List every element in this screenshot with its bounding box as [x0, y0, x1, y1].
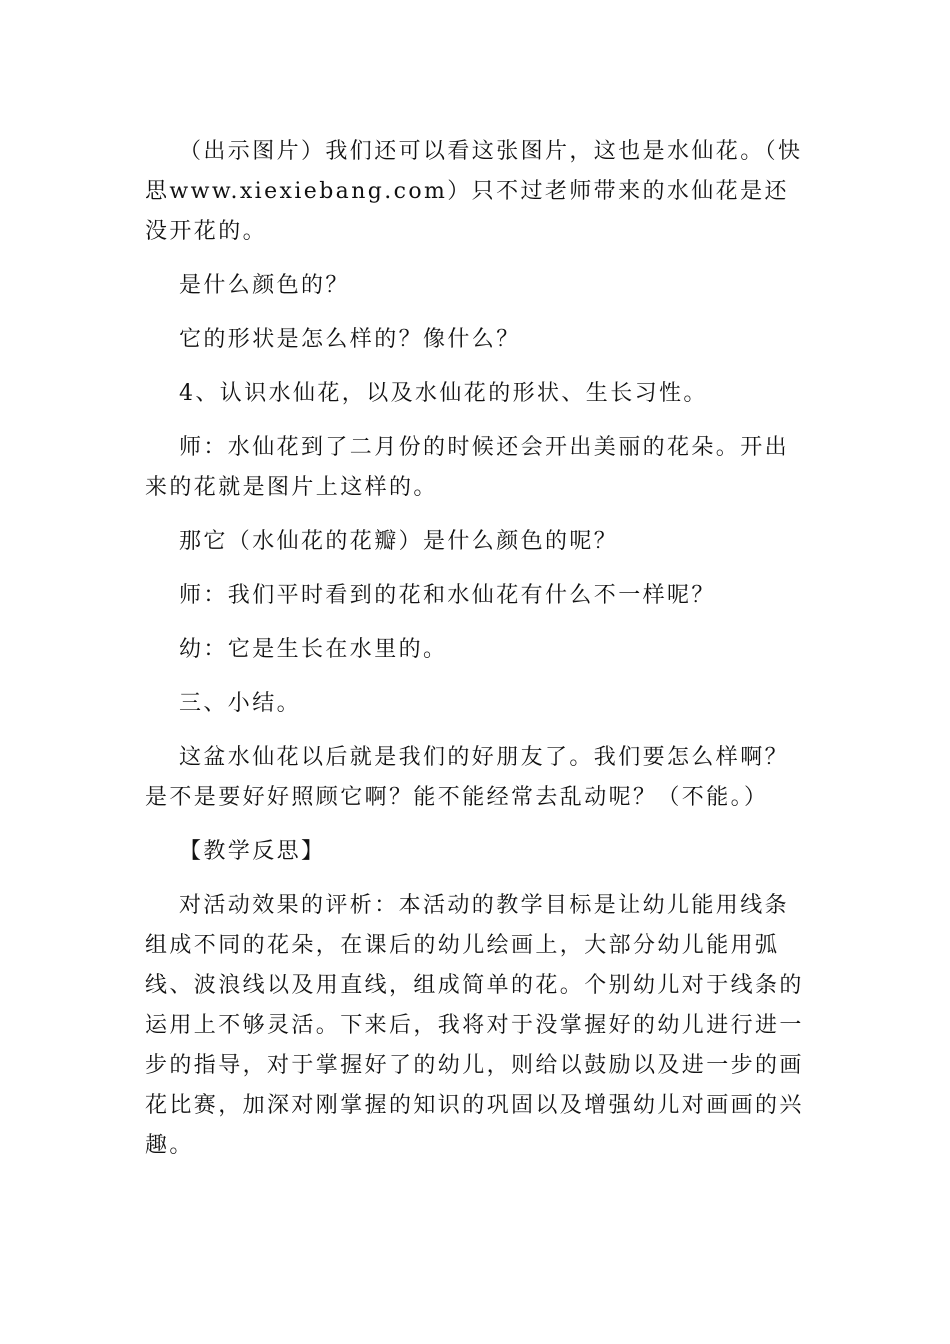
document-body [145, 132, 807, 1166]
paragraph-section-4: 4、认识水仙花，以及水仙花的形状、生长习性。 [179, 381, 708, 406]
paragraph-child-answer: 幼：它是生长在水里的。 [179, 637, 448, 662]
paragraph-question-shape: 它的形状是怎么样的？像什么？ [179, 327, 521, 352]
paragraph-reflection-body: 对活动效果的评析：本活动的教学目标是让幼儿能用线条组成不同的花朵，在课后的幼儿绘画上，大部分幼儿能用弧线、波浪线以及用直线，组成简单的花。个别幼儿对于线条的运用上不够灵活。下来后，我将对于没掌握好的幼儿进行进一步的指导，对于掌握好了的幼儿，则给以鼓励以及进一步的画花比赛，加深对刚掌握的知识的巩固以及增强幼儿对画画的兴趣。 [145, 893, 804, 1158]
paragraph-teacher-february: 师：水仙花到了二月份的时候还会开出美丽的花朵。开出来的花就是图片上这样的。 [145, 435, 790, 500]
paragraph-show-picture: （出示图片）我们还可以看这张图片，这也是水仙花。（快思www.xiexiebang.com）只不过老师带来的水仙花是还没开花的。 [145, 139, 803, 244]
paragraph-summary-heading: 三、小结。 [179, 691, 302, 716]
paragraph-teacher-difference: 师：我们平时看到的花和水仙花有什么不一样呢？ [179, 583, 716, 608]
paragraph-petal-color: 那它（水仙花的花瓣）是什么颜色的呢？ [179, 529, 619, 554]
paragraph-summary-body: 这盆水仙花以后就是我们的好朋友了。我们要怎么样啊？是不是要好好照顾它啊？能不能经常去乱动呢？（不能。） [145, 745, 790, 810]
paragraph-reflection-heading: 【教学反思】 [179, 839, 326, 864]
paragraph-question-color: 是什么颜色的？ [179, 273, 350, 298]
